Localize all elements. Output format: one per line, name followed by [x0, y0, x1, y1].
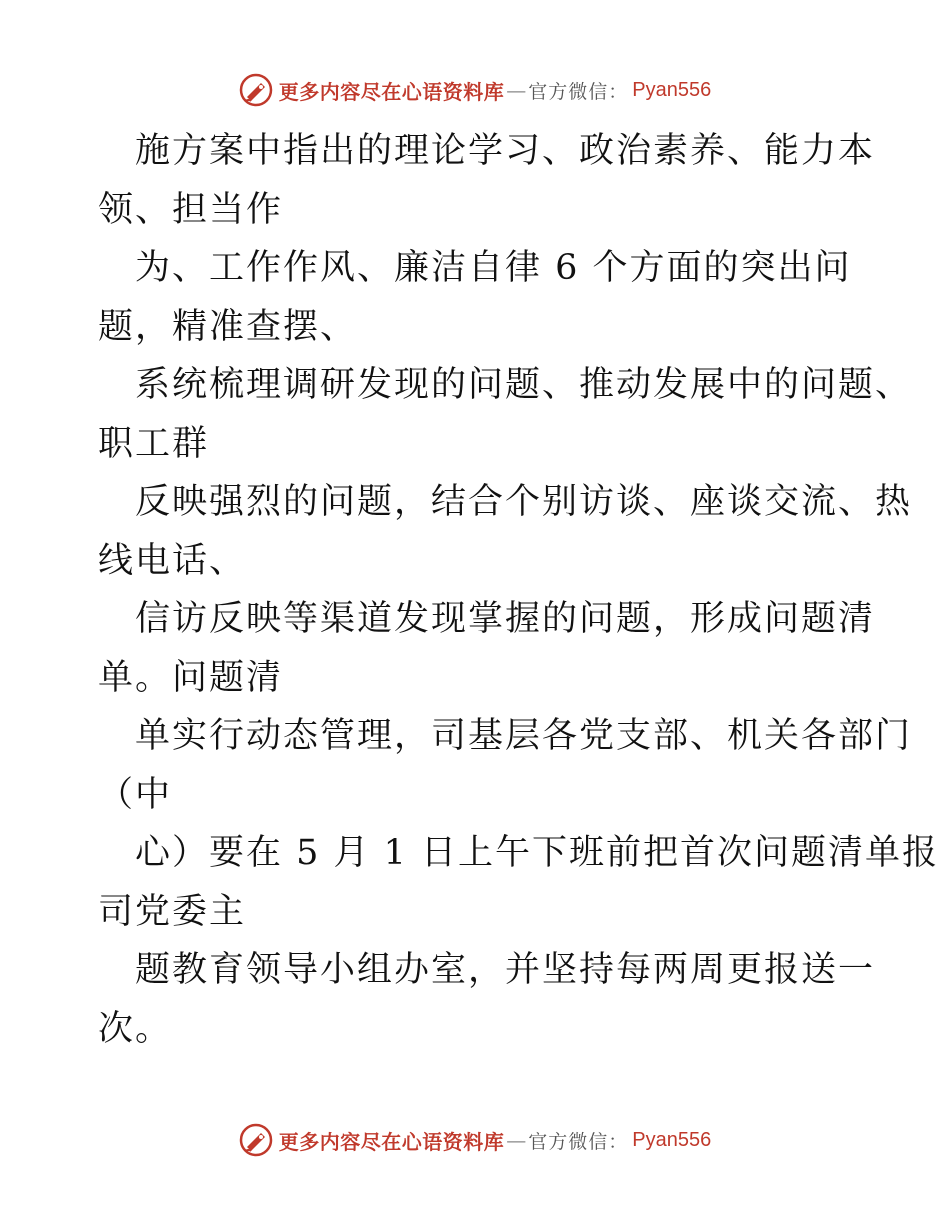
body-line: 题教育领导小组办室，并坚持每两周更报送一	[135, 950, 876, 990]
body-line: 职工群	[98, 423, 210, 464]
header-wechat-label: 官方微信：	[528, 80, 629, 103]
footer-wechat-id: Pyan556	[632, 1128, 712, 1151]
body-line: 信访反映等渠道发现掌握的问题，形成问题清	[135, 599, 876, 639]
document-body	[98, 122, 940, 1058]
header-watermark-banner	[0, 70, 950, 110]
footer-watermark-banner	[0, 1120, 950, 1160]
body-line: 司党委主	[98, 891, 247, 932]
footer-banner-text: 更多内容尽在心语资料库	[278, 1129, 505, 1154]
footer-wechat-label: 官方微信：	[528, 1130, 629, 1153]
body-line: 线电话、	[98, 540, 247, 581]
body-line: （中	[98, 774, 173, 815]
body-line: 次。	[98, 1008, 173, 1049]
body-line: 题，精准查摆、	[98, 306, 358, 347]
body-line: 单实行动态管理，司基层各党支部、机关各部门	[135, 716, 913, 756]
body-line: 施方案中指出的理论学习、政治素养、能力本	[135, 131, 876, 171]
body-line: 反映强烈的问题，结合个别访谈、座谈交流、热	[135, 482, 913, 522]
body-line: 心）要在 5 月 1 日上午下班前把首次问题清单报	[135, 833, 940, 873]
header-banner-text: 更多内容尽在心语资料库	[278, 79, 505, 104]
pen-nib-logo-icon	[239, 73, 273, 107]
body-line: 系统梳理调研发现的问题、推动发展中的问题、	[135, 365, 913, 405]
header-wechat-id: Pyan556	[632, 78, 712, 101]
pen-nib-logo-icon	[239, 1123, 273, 1157]
body-line: 领、担当作	[98, 189, 284, 230]
body-line: 单。问题清	[98, 657, 284, 698]
body-line: 为、工作作风、廉洁自律 6 个方面的突出问	[135, 248, 852, 288]
header-separator: —	[506, 78, 527, 102]
footer-separator: —	[506, 1128, 527, 1152]
